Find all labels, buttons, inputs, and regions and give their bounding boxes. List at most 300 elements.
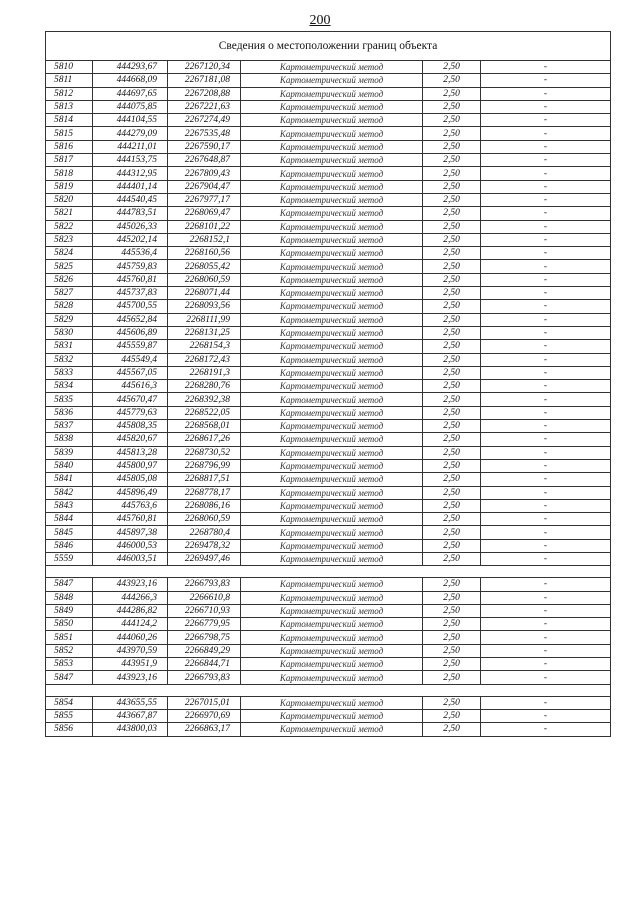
coordinate-y: 2268086,16 [168,499,241,512]
point-number: 5853 [46,658,93,671]
table-title: Сведения о местоположении границ объекта [46,32,611,61]
note-value: - [481,552,611,565]
table-row [46,578,611,591]
note-value: - [481,366,611,379]
coordinate-x: 445759,83 [93,260,168,273]
table-row [46,61,611,74]
table-row [46,526,611,539]
note-value: - [481,61,611,74]
accuracy-value: 2,50 [423,591,481,604]
coordinate-x: 444075,85 [93,100,168,113]
determination-method: Картометрический метод [241,671,423,684]
table-row [46,459,611,472]
table-row [46,260,611,273]
point-number: 5843 [46,499,93,512]
accuracy-value: 2,50 [423,459,481,472]
note-value: - [481,154,611,167]
table-row [46,552,611,565]
accuracy-value: 2,50 [423,140,481,153]
coordinate-x: 444293,67 [93,61,168,74]
point-number: 5830 [46,326,93,339]
coordinate-x: 445808,35 [93,420,168,433]
coordinate-y: 2269497,46 [168,552,241,565]
accuracy-value: 2,50 [423,220,481,233]
determination-method: Картометрический метод [241,406,423,419]
table-row [46,100,611,113]
accuracy-value: 2,50 [423,326,481,339]
coordinate-y: 2266863,17 [168,723,241,736]
group-separator-cell [46,566,611,578]
table-row [46,180,611,193]
note-value: - [481,207,611,220]
determination-method: Картометрический метод [241,499,423,512]
determination-method: Картометрический метод [241,644,423,657]
accuracy-value: 2,50 [423,709,481,722]
coordinate-x: 445820,67 [93,433,168,446]
accuracy-value: 2,50 [423,300,481,313]
point-number: 5845 [46,526,93,539]
note-value: - [481,446,611,459]
note-value: - [481,671,611,684]
coordinate-x: 446003,51 [93,552,168,565]
coordinate-x: 445763,6 [93,499,168,512]
point-number: 5823 [46,233,93,246]
accuracy-value: 2,50 [423,420,481,433]
point-number: 5826 [46,273,93,286]
note-value: - [481,260,611,273]
coordinate-y: 2267809,43 [168,167,241,180]
coordinate-y: 2268568,01 [168,420,241,433]
determination-method: Картометрический метод [241,114,423,127]
determination-method: Картометрический метод [241,604,423,617]
point-number: 5831 [46,340,93,353]
coordinate-x: 443923,16 [93,578,168,591]
coordinate-x: 443667,87 [93,709,168,722]
point-number: 5835 [46,393,93,406]
determination-method: Картометрический метод [241,61,423,74]
accuracy-value: 2,50 [423,233,481,246]
point-number: 5820 [46,193,93,206]
coordinate-x: 445805,08 [93,473,168,486]
table-row [46,671,611,684]
accuracy-value: 2,50 [423,658,481,671]
note-value: - [481,167,611,180]
determination-method: Картометрический метод [241,709,423,722]
coordinate-y: 2268111,99 [168,313,241,326]
coordinate-x: 445700,55 [93,300,168,313]
table-row [46,207,611,220]
determination-method: Картометрический метод [241,180,423,193]
coordinate-y: 2267015,01 [168,696,241,709]
page-number: 200 [309,13,331,28]
coordinate-x: 443923,16 [93,671,168,684]
accuracy-value: 2,50 [423,260,481,273]
note-value: - [481,618,611,631]
coordinate-y: 2268730,52 [168,446,241,459]
table-row [46,114,611,127]
accuracy-value: 2,50 [423,618,481,631]
note-value: - [481,433,611,446]
coordinate-y: 2268191,3 [168,366,241,379]
coordinate-y: 2268817,51 [168,473,241,486]
determination-method: Картометрический метод [241,140,423,153]
point-number: 5852 [46,644,93,657]
point-number: 5840 [46,459,93,472]
determination-method: Картометрический метод [241,578,423,591]
determination-method: Картометрический метод [241,618,423,631]
determination-method: Картометрический метод [241,326,423,339]
coordinate-y: 2268280,76 [168,380,241,393]
point-number: 5839 [46,446,93,459]
table-row [46,220,611,233]
determination-method: Картометрический метод [241,154,423,167]
note-value: - [481,180,611,193]
note-value: - [481,220,611,233]
table-row [46,723,611,736]
coordinate-y: 2268060,59 [168,513,241,526]
note-value: - [481,486,611,499]
note-value: - [481,591,611,604]
table-row [46,433,611,446]
point-number: 5822 [46,220,93,233]
point-number: 5842 [46,486,93,499]
coordinate-y: 2267977,17 [168,193,241,206]
point-number: 5812 [46,87,93,100]
coordinate-x: 444279,09 [93,127,168,140]
coordinate-y: 2268778,17 [168,486,241,499]
table-row [46,273,611,286]
table-row [46,696,611,709]
accuracy-value: 2,50 [423,499,481,512]
point-number: 5844 [46,513,93,526]
determination-method: Картометрический метод [241,340,423,353]
coordinate-x: 445760,81 [93,273,168,286]
determination-method: Картометрический метод [241,380,423,393]
determination-method: Картометрический метод [241,353,423,366]
accuracy-value: 2,50 [423,207,481,220]
note-value: - [481,380,611,393]
accuracy-value: 2,50 [423,340,481,353]
table-row [46,233,611,246]
coordinate-y: 2268060,59 [168,273,241,286]
point-number: 5850 [46,618,93,631]
coordinate-x: 445800,97 [93,459,168,472]
coordinate-y: 2268093,56 [168,300,241,313]
coordinate-x: 444540,45 [93,193,168,206]
accuracy-value: 2,50 [423,193,481,206]
coordinate-x: 445559,87 [93,340,168,353]
determination-method: Картометрический метод [241,433,423,446]
point-number: 5848 [46,591,93,604]
coordinate-x: 445616,3 [93,380,168,393]
coordinate-y: 2268392,38 [168,393,241,406]
accuracy-value: 2,50 [423,114,481,127]
point-number: 5834 [46,380,93,393]
determination-method: Картометрический метод [241,313,423,326]
coordinate-y: 2267274,49 [168,114,241,127]
note-value: - [481,420,611,433]
accuracy-value: 2,50 [423,539,481,552]
table-row [46,287,611,300]
accuracy-value: 2,50 [423,366,481,379]
accuracy-value: 2,50 [423,446,481,459]
table-row [46,247,611,260]
coordinate-x: 444286,82 [93,604,168,617]
accuracy-value: 2,50 [423,723,481,736]
coordinate-y: 2268172,43 [168,353,241,366]
note-value: - [481,193,611,206]
coordinate-x: 445737,83 [93,287,168,300]
coordinate-x: 445549,4 [93,353,168,366]
accuracy-value: 2,50 [423,473,481,486]
accuracy-value: 2,50 [423,433,481,446]
table-row [46,140,611,153]
coordinate-y: 2268101,22 [168,220,241,233]
table-row [46,644,611,657]
table-row [46,154,611,167]
note-value: - [481,247,611,260]
table-row [46,87,611,100]
determination-method: Картометрический метод [241,486,423,499]
coordinate-y: 2267221,63 [168,100,241,113]
determination-method: Картометрический метод [241,74,423,87]
point-number: 5813 [46,100,93,113]
determination-method: Картометрический метод [241,273,423,286]
note-value: - [481,287,611,300]
note-value: - [481,696,611,709]
accuracy-value: 2,50 [423,644,481,657]
coordinate-y: 2266793,83 [168,671,241,684]
coordinate-y: 2267904,47 [168,180,241,193]
coordinate-x: 445567,05 [93,366,168,379]
table-row [46,709,611,722]
point-number: 5855 [46,709,93,722]
note-value: - [481,406,611,419]
note-value: - [481,499,611,512]
accuracy-value: 2,50 [423,313,481,326]
coordinate-x: 443970,59 [93,644,168,657]
coordinate-x: 444783,51 [93,207,168,220]
coordinate-y: 2267535,48 [168,127,241,140]
accuracy-value: 2,50 [423,671,481,684]
determination-method: Картометрический метод [241,420,423,433]
point-number: 5810 [46,61,93,74]
table-row [46,604,611,617]
table-row [46,74,611,87]
accuracy-value: 2,50 [423,100,481,113]
group-separator-row [46,684,611,696]
coordinate-y: 2267208,88 [168,87,241,100]
determination-method: Картометрический метод [241,446,423,459]
table-row [46,353,611,366]
coordinate-y: 2268160,56 [168,247,241,260]
table-row [46,420,611,433]
coordinate-x: 445652,84 [93,313,168,326]
coordinate-y: 2268069,47 [168,207,241,220]
table-row [46,618,611,631]
note-value: - [481,87,611,100]
determination-method: Картометрический метод [241,127,423,140]
determination-method: Картометрический метод [241,193,423,206]
point-number: 5816 [46,140,93,153]
point-number: 5846 [46,539,93,552]
coordinate-x: 444153,75 [93,154,168,167]
coordinate-x: 445202,14 [93,233,168,246]
accuracy-value: 2,50 [423,287,481,300]
note-value: - [481,459,611,472]
coordinate-x: 445897,38 [93,526,168,539]
note-value: - [481,300,611,313]
coordinate-y: 2268617,26 [168,433,241,446]
accuracy-value: 2,50 [423,127,481,140]
table-row [46,167,611,180]
determination-method: Картометрический метод [241,247,423,260]
point-number: 5821 [46,207,93,220]
coordinate-y: 2266844,71 [168,658,241,671]
point-number: 5847 [46,671,93,684]
coordinate-x: 444668,09 [93,74,168,87]
determination-method: Картометрический метод [241,167,423,180]
point-number: 5847 [46,578,93,591]
table-row [46,340,611,353]
note-value: - [481,723,611,736]
table-row [46,473,611,486]
coordinate-y: 2266610,8 [168,591,241,604]
coordinate-x: 445026,33 [93,220,168,233]
point-number: 5825 [46,260,93,273]
coordinate-y: 2266970,69 [168,709,241,722]
table-row [46,127,611,140]
accuracy-value: 2,50 [423,353,481,366]
point-number: 5832 [46,353,93,366]
table-row [46,313,611,326]
note-value: - [481,313,611,326]
accuracy-value: 2,50 [423,486,481,499]
note-value: - [481,326,611,339]
note-value: - [481,140,611,153]
coordinate-y: 2266849,29 [168,644,241,657]
note-value: - [481,539,611,552]
coordinate-x: 444312,95 [93,167,168,180]
accuracy-value: 2,50 [423,393,481,406]
determination-method: Картометрический метод [241,591,423,604]
determination-method: Картометрический метод [241,207,423,220]
determination-method: Картометрический метод [241,220,423,233]
note-value: - [481,631,611,644]
note-value: - [481,100,611,113]
determination-method: Картометрический метод [241,526,423,539]
determination-method: Картометрический метод [241,631,423,644]
coordinate-y: 2268055,42 [168,260,241,273]
coordinate-y: 2268522,05 [168,406,241,419]
point-number: 5814 [46,114,93,127]
point-number: 5819 [46,180,93,193]
table-row [46,486,611,499]
coordinate-y: 2267181,08 [168,74,241,87]
point-number: 5817 [46,154,93,167]
coordinate-x: 443951,9 [93,658,168,671]
accuracy-value: 2,50 [423,74,481,87]
determination-method: Картометрический метод [241,723,423,736]
note-value: - [481,233,611,246]
coordinate-x: 444266,3 [93,591,168,604]
coordinate-x: 445760,81 [93,513,168,526]
accuracy-value: 2,50 [423,61,481,74]
point-number: 5856 [46,723,93,736]
determination-method: Картометрический метод [241,287,423,300]
note-value: - [481,513,611,526]
point-number: 5818 [46,167,93,180]
note-value: - [481,709,611,722]
determination-method: Картометрический метод [241,473,423,486]
determination-method: Картометрический метод [241,100,423,113]
note-value: - [481,473,611,486]
note-value: - [481,114,611,127]
coordinate-x: 444401,14 [93,180,168,193]
table-title-row [46,32,611,61]
accuracy-value: 2,50 [423,180,481,193]
point-number: 5854 [46,696,93,709]
note-value: - [481,340,611,353]
coordinate-x: 443655,55 [93,696,168,709]
coordinate-y: 2267120,34 [168,61,241,74]
coordinate-x: 445670,47 [93,393,168,406]
determination-method: Картометрический метод [241,552,423,565]
table-row [46,513,611,526]
note-value: - [481,74,611,87]
accuracy-value: 2,50 [423,513,481,526]
note-value: - [481,526,611,539]
point-number: 5837 [46,420,93,433]
table-row [46,393,611,406]
accuracy-value: 2,50 [423,87,481,100]
coordinate-y: 2266779,95 [168,618,241,631]
table-row [46,300,611,313]
accuracy-value: 2,50 [423,154,481,167]
point-number: 5851 [46,631,93,644]
group-separator-cell [46,684,611,696]
table-row [46,658,611,671]
point-number: 5833 [46,366,93,379]
accuracy-value: 2,50 [423,406,481,419]
coordinate-y: 2267648,87 [168,154,241,167]
accuracy-value: 2,50 [423,273,481,286]
coordinate-y: 2267590,17 [168,140,241,153]
determination-method: Картометрический метод [241,696,423,709]
point-number: 5841 [46,473,93,486]
accuracy-value: 2,50 [423,631,481,644]
point-number: 5824 [46,247,93,260]
note-value: - [481,127,611,140]
coordinate-x: 445779,63 [93,406,168,419]
point-number: 5849 [46,604,93,617]
determination-method: Картометрический метод [241,260,423,273]
table-row [46,193,611,206]
table-row [46,406,611,419]
point-number: 5838 [46,433,93,446]
table-row [46,446,611,459]
table-body [46,61,611,737]
note-value: - [481,658,611,671]
point-number: 5811 [46,74,93,87]
coordinate-x: 444104,55 [93,114,168,127]
table-row [46,326,611,339]
note-value: - [481,393,611,406]
determination-method: Картометрический метод [241,513,423,526]
table-row [46,499,611,512]
point-number: 5829 [46,313,93,326]
accuracy-value: 2,50 [423,604,481,617]
